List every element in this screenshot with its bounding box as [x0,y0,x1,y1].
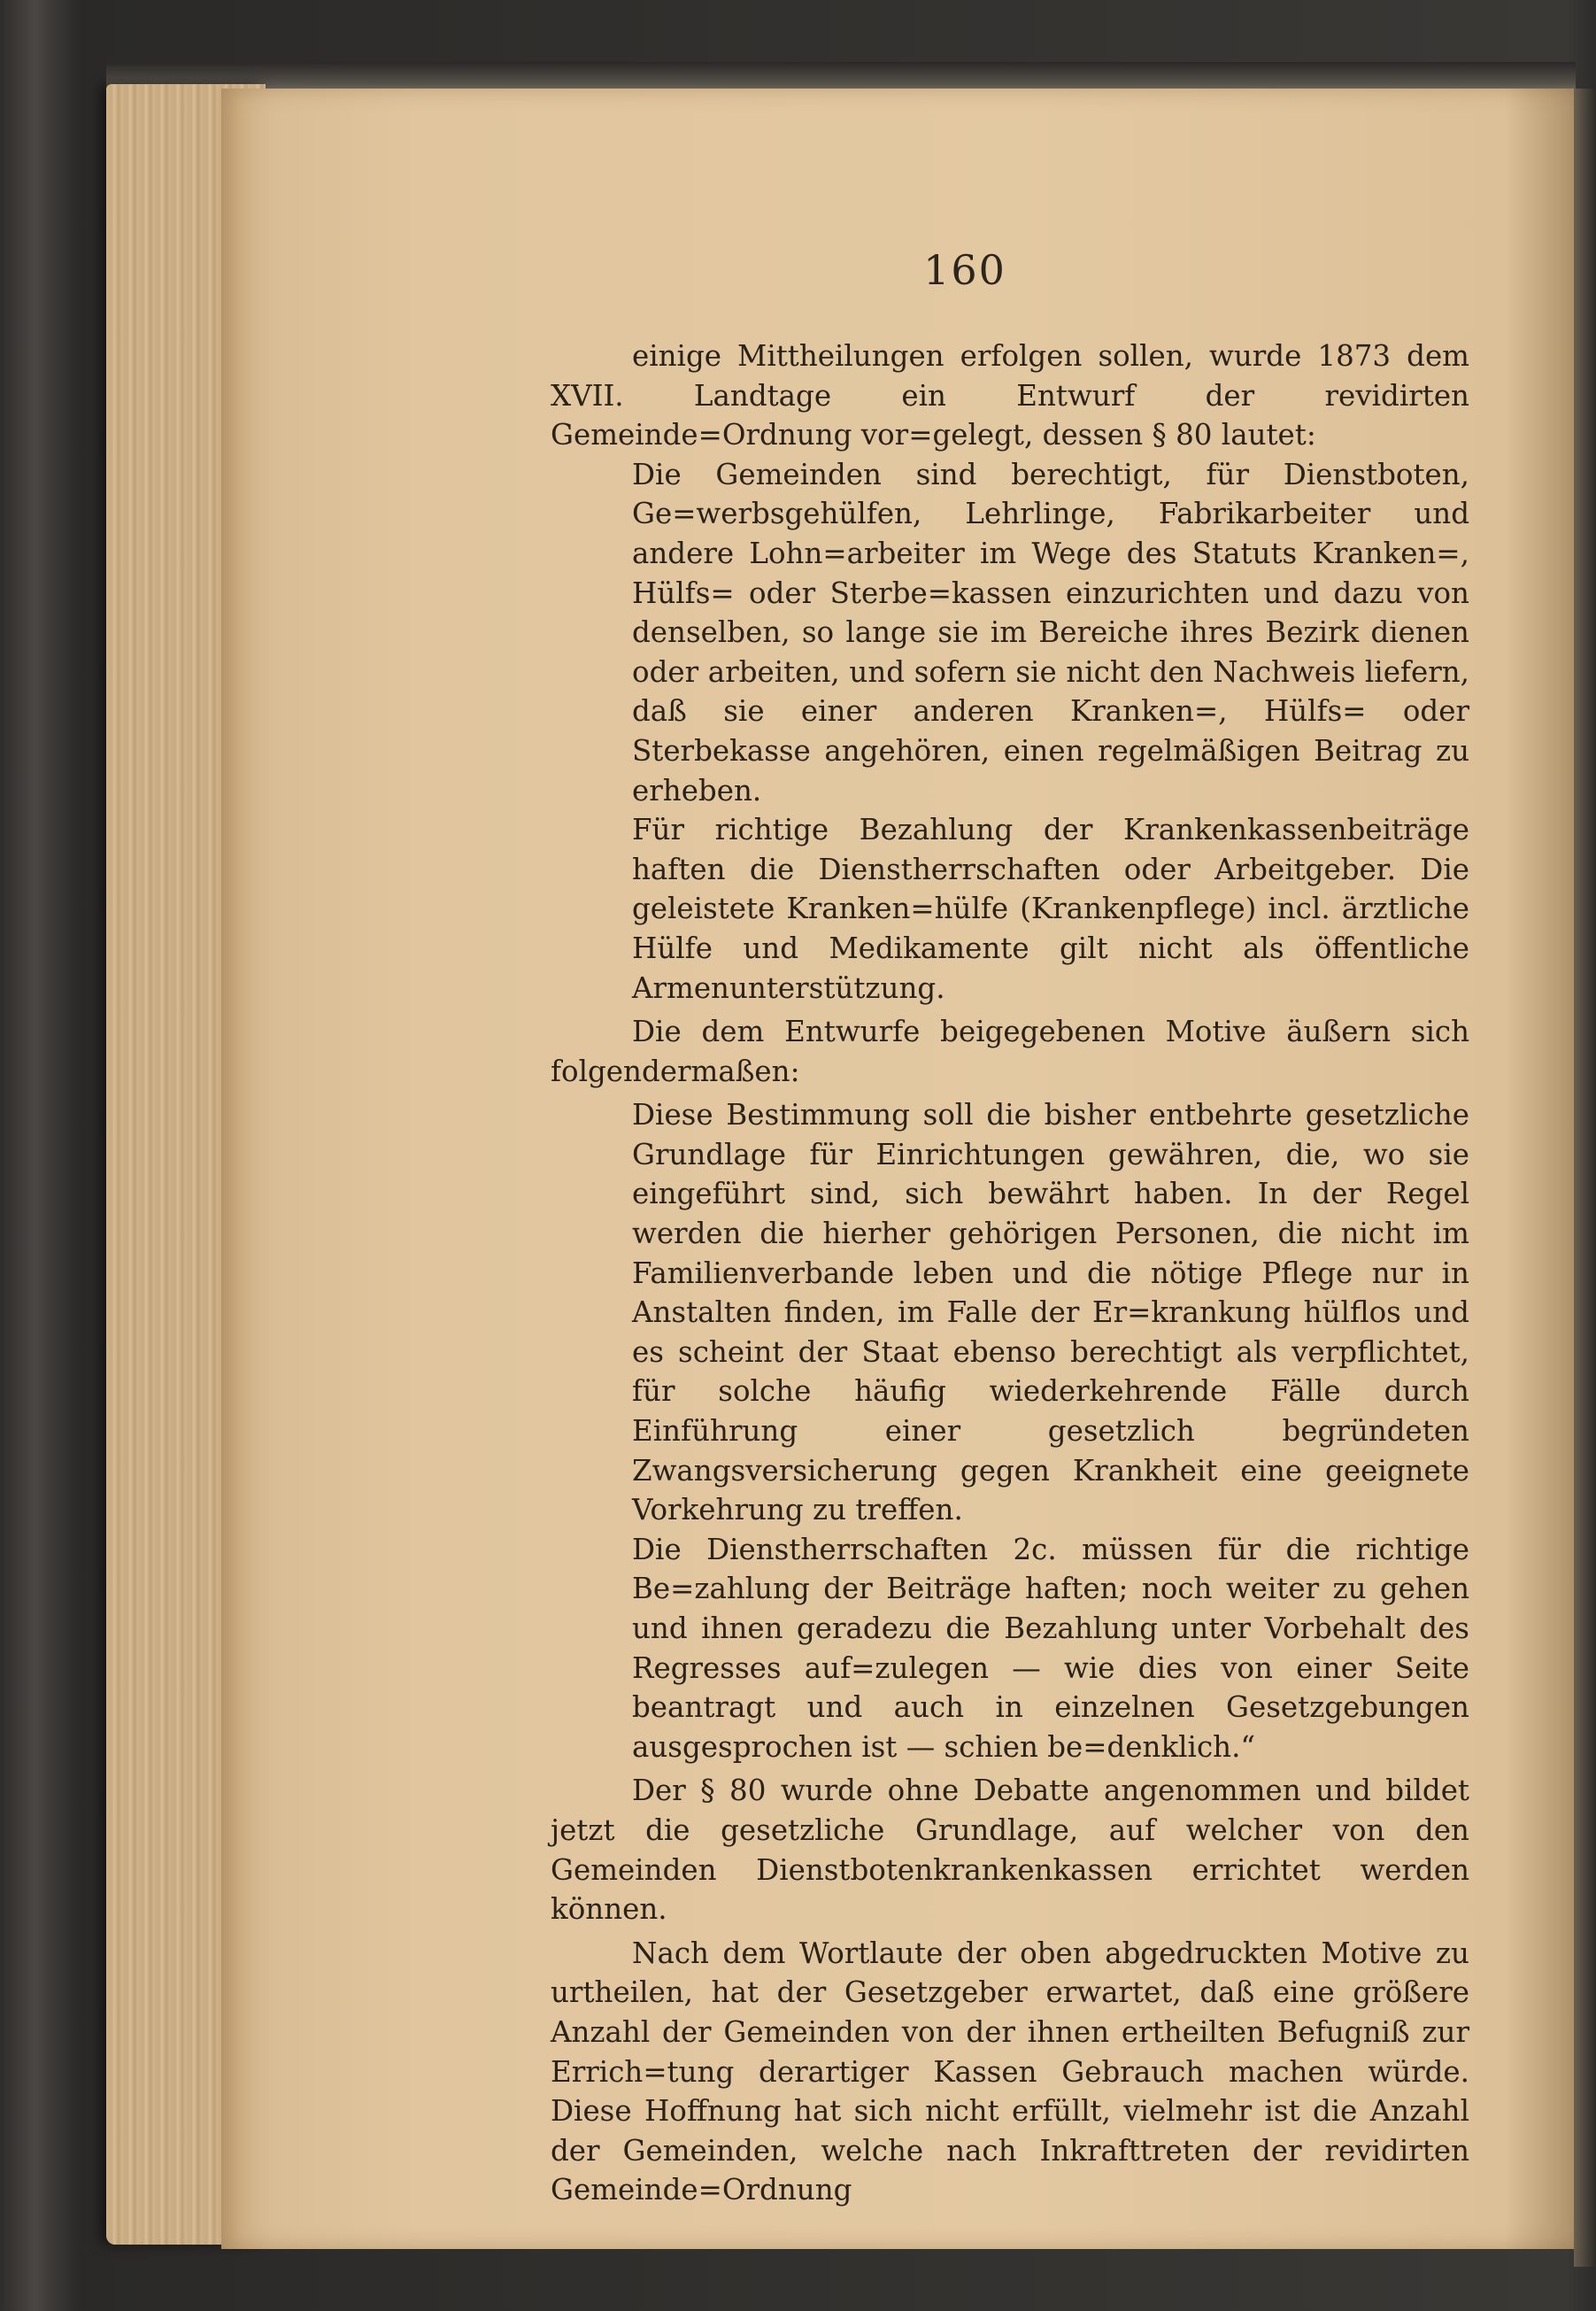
quote-paragraph-motives-1: Diese Bestimmung soll die bisher entbehrte gesetzliche Grundlage für Einrichtungen gewähren, die, wo sie eingeführt sind, sich bewährt haben. In der Regel werden die hierher gehörigen Personen, die nicht im Familienverbande leben und die nötige Pflege nur in Anstalten finden, im Falle der Er=krankung hülflos und es scheint der Staat ebenso berechtigt als verpflichtet, für solche häufig wiederkehrende Fälle durch Einführung einer gesetzlich begründeten Zwangsversicherung gegen Krankheit eine geeignete Vorkehrung zu treffen. [632,1098,1469,1527]
paragraph-intro: einige Mittheilungen erfolgen sollen, wurde 1873 dem XVII. Landtage ein Entwurf der revidirten Gemeinde=Ordnung vor=gelegt, dessen § 80 lautet: [551,339,1469,452]
quote-paragraph-payment: Für richtige Bezahlung der Krankenkassenbeiträge haften die Dienstherrschaften oder Arbeitgeber. Die geleistete Kranken=hülfe (Krankenpflege) incl. ärztliche Hülfe und Medikamente gilt nicht als öffentliche Armenunterstützung. [632,813,1469,1005]
paragraph-motives: Die dem Entwurfe beigegebenen Motive äußern sich folgendermaßen: [551,1015,1469,1088]
paragraph-conclusion: Nach dem Wortlaute der oben abgedruckten Motive zu urtheilen, hat der Gesetzgeber erwartet, daß eine größere Anzahl der Gemeinden von der ihnen ertheilten Befugniß zur Errich=tung derartiger Kassen Gebrauch machen würde. Diese Hoffnung hat sich nicht erfüllt, vielmehr ist die Anzahl der Gemeinden, welche nach Inkrafttreten der revidirten Gemeinde=Ordnung [551,1936,1469,2207]
quote-paragraph-motives-2: Die Dienstherrschaften 2c. müssen für die richtige Be=zahlung der Beiträge haften; noch weiter zu gehen und ihnen geradezu die Bezahlung unter Vorbehalt des Regresses auf=zulegen — wie dies von einer Seite beantragt und auch in einzelnen Gesetzgebungen ausgesprochen ist — schien be=denklich.“ [632,1532,1469,1764]
page-number: 160 [923,246,1006,294]
book-cover-edge [1574,89,1596,2267]
text-block [551,336,1469,2210]
paragraph-adoption: Der § 80 wurde ohne Debatte angenommen und bildet jetzt die gesetzliche Grundlage, auf welcher von den Gemeinden Dienstbotenkrankenkassen errichtet werden können. [551,1774,1469,1927]
quote-paragraph-statute: Die Gemeinden sind berechtigt, für Dienstboten, Ge=werbsgehülfen, Lehrlinge, Fabrikarbeiter und andere Lohn=arbeiter im Wege des Statuts Kranken=, Hülfs= oder Sterbe=kassen einzurichten und dazu von denselben, so lange sie im Bereiche ihres Bezirk dienen oder arbeiten, und sofern sie nicht den Nachweis liefern, daß sie einer anderen Kranken=, Hülfs= oder Sterbekasse angehören, einen regelmäßigen Beitrag zu erheben. [632,457,1469,808]
page-shadow [1505,89,1576,2249]
